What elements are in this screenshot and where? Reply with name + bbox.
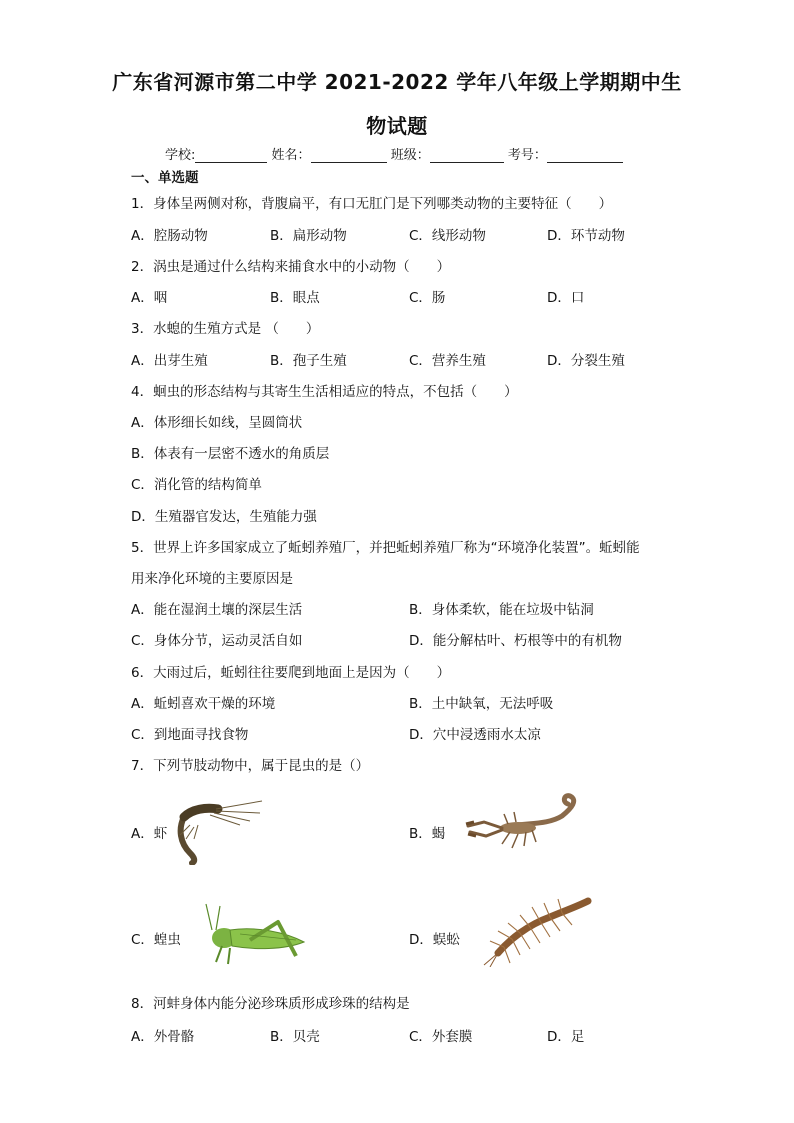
name-label: 姓名：: [271, 148, 311, 163]
scorpion-image: [462, 792, 588, 858]
q2-option-c[interactable]: C．肠: [409, 290, 446, 306]
q2-option-d[interactable]: D．口: [547, 290, 585, 306]
class-blank[interactable]: [430, 148, 504, 163]
question-8-stem: 8．河蚌身体内能分泌珍珠质形成珍珠的结构是: [131, 996, 410, 1012]
number-label: 考号：: [507, 148, 547, 163]
q1-option-c[interactable]: C．线形动物: [409, 228, 486, 244]
shrimp-image: [170, 795, 266, 865]
q7-option-b[interactable]: B．蝎: [409, 826, 446, 842]
question-5-stem-line1: 5．世界上许多国家成立了蚯蚓养殖厂，并把蚯蚓养殖厂称为“环境净化装置”。蚯蚓能: [131, 540, 640, 556]
q5-option-b[interactable]: B．身体柔软，能在垃圾中钻洞: [409, 602, 594, 618]
q8-option-c[interactable]: C．外套膜: [409, 1029, 473, 1045]
question-1-stem: 1．身体呈两侧对称，背腹扁平，有口无肛门是下列哪类动物的主要特征（ ）: [131, 196, 613, 212]
question-4-stem: 4．蛔虫的形态结构与其寄生生活相适应的特点，不包括（ ）: [131, 384, 518, 400]
q7-option-d[interactable]: D．蜈蚣: [409, 932, 460, 948]
q6-option-b[interactable]: B．土中缺氧，无法呼吸: [409, 696, 554, 712]
q1-option-a[interactable]: A．腔肠动物: [131, 228, 208, 244]
q1-option-b[interactable]: B．扁形动物: [270, 228, 347, 244]
q6-option-c[interactable]: C．到地面寻找食物: [131, 727, 249, 743]
q7-option-a[interactable]: A．虾: [131, 826, 168, 842]
question-2-stem: 2．涡虫是通过什么结构来捕食水中的小动物（ ）: [131, 259, 451, 275]
question-6-stem: 6．大雨过后，蚯蚓往往要爬到地面上是因为（ ）: [131, 665, 451, 681]
q3-option-d[interactable]: D．分裂生殖: [547, 353, 625, 369]
q4-option-c[interactable]: C．消化管的结构简单: [131, 477, 262, 493]
school-label: 学校:: [165, 148, 196, 163]
number-blank[interactable]: [547, 148, 623, 163]
q6-option-a[interactable]: A．蚯蚓喜欢干燥的环境: [131, 696, 276, 712]
exam-title-line2: 物试题: [366, 114, 428, 138]
exam-title-line1: 广东省河源市第二中学 2021-2022 学年八年级上学期期中生: [112, 70, 682, 94]
question-7-stem: 7．下列节肢动物中，属于昆虫的是（）: [131, 758, 370, 774]
q8-option-b[interactable]: B．贝壳: [270, 1029, 320, 1045]
class-label: 班级：: [390, 148, 430, 163]
question-3-stem: 3．水螅的生殖方式是 （ ）: [131, 321, 320, 337]
q7-option-c[interactable]: C．蝗虫: [131, 932, 181, 948]
q4-option-d[interactable]: D．生殖器官发达，生殖能力强: [131, 509, 317, 525]
grasshopper-image: [200, 900, 310, 972]
q4-option-b[interactable]: B．体表有一层密不透水的角质层: [131, 446, 330, 462]
q3-option-b[interactable]: B．孢子生殖: [270, 353, 347, 369]
q5-option-c[interactable]: C．身体分节，运动灵活自如: [131, 633, 303, 649]
q6-option-d[interactable]: D．穴中浸透雨水太凉: [409, 727, 541, 743]
q3-option-a[interactable]: A．出芽生殖: [131, 353, 208, 369]
school-blank[interactable]: [195, 148, 267, 163]
q3-option-c[interactable]: C．营养生殖: [409, 353, 486, 369]
name-blank[interactable]: [311, 148, 387, 163]
q5-option-d[interactable]: D．能分解枯叶、朽根等中的有机物: [409, 633, 622, 649]
q2-option-b[interactable]: B．眼点: [270, 290, 320, 306]
q4-option-a[interactable]: A．体形细长如线，呈圆筒状: [131, 415, 303, 431]
q1-option-d[interactable]: D．环节动物: [547, 228, 625, 244]
section-heading: 一、单选题: [131, 170, 199, 186]
centipede-image: [480, 895, 596, 967]
q8-option-d[interactable]: D．足: [547, 1029, 585, 1045]
q2-option-a[interactable]: A．咽: [131, 290, 168, 306]
q8-option-a[interactable]: A．外骨骼: [131, 1029, 195, 1045]
q5-option-a[interactable]: A．能在湿润土壤的深层生活: [131, 602, 303, 618]
student-info-row: [165, 144, 623, 163]
question-5-stem-line2: 用来净化环境的主要原因是: [131, 571, 293, 587]
